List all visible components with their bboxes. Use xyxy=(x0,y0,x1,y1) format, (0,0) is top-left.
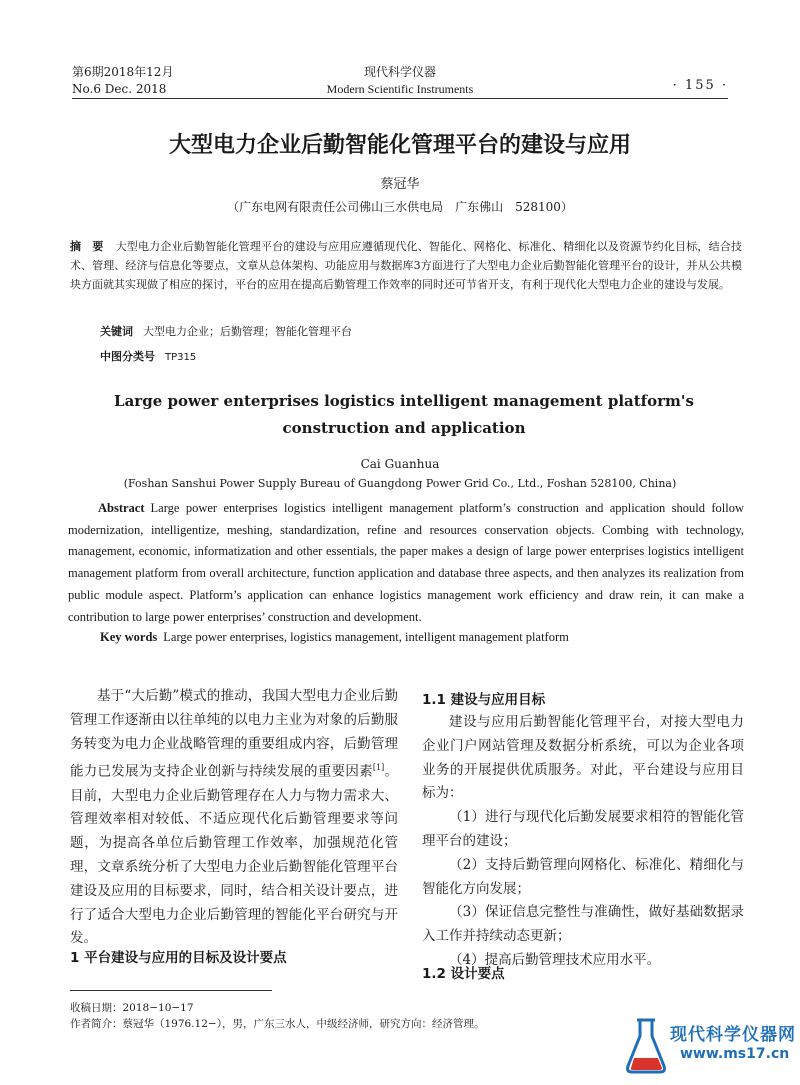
affiliation-en: (Foshan Sanshui Power Supply Bureau of Guangdong Power Grid Co., Ltd., Foshan 528100, China) xyxy=(123,477,677,490)
affiliation-zh: （广东电网有限责任公司佛山三水供电局 广东佛山 528100） xyxy=(227,200,573,214)
abstract-zh-label: 摘 要 xyxy=(70,240,104,253)
classification-zh-label: 中图分类号 xyxy=(100,350,155,363)
header-divider xyxy=(72,98,728,99)
header-issue-zh: 第6期2018年12月 xyxy=(72,65,174,79)
keywords-zh-label: 关键词 xyxy=(100,325,133,338)
keywords-zh xyxy=(100,323,352,339)
abstract-en xyxy=(68,498,744,628)
keywords-zh-text: 大型电力企业；后勤管理；智能化管理平台 xyxy=(143,325,352,338)
intro-text-b: 。目前，大型电力企业后勤管理存在人力与物力需求大、管理效率相对较低、不适应现代化后勤管理要求等问题，为提高各单位后勤管理工作效率，加强规范化管理，文章系统分析了大型电力企业后勤智能化管理平台建设及应用的目标要求，同时，结合相关设计要点，进行了适合大型电力企业后勤管理的智能化平台研究与开发。 xyxy=(70,763,399,947)
keywords-en xyxy=(100,630,569,645)
body-right-column xyxy=(422,711,744,973)
classification-zh-code: TP315 xyxy=(165,352,197,363)
header-issue xyxy=(72,64,173,98)
section-1-2-heading: 1.2 设计要点 xyxy=(422,966,505,982)
watermark-logo xyxy=(620,1008,800,1085)
watermark-name: 现代科学仪器网 xyxy=(670,1025,796,1045)
author-zh: 蔡冠华 xyxy=(380,177,420,192)
page-number: · 155 · xyxy=(672,78,728,93)
watermark-flask-icon xyxy=(624,1016,668,1076)
header-journal-zh: 现代科学仪器 xyxy=(363,65,436,79)
intro-text-a: 基于“大后勤”模式的推动，我国大型电力企业后勤管理工作逐渐由以往单纯的以电力主业为对象的后勤服务转变为电力企业战略管理的重要组成内容，后勤管理能力已发展为支持企业创新与持续发展的重要因素 xyxy=(70,688,398,780)
footnote xyxy=(70,1000,484,1032)
abstract-zh-text: 大型电力企业后勤智能化管理平台的建设与应用应遵循现代化、智能化、网格化、标准化、精细化以及资源节约化目标，结合技术、管理、经济与信息化等要点，文章从总体架构、功能应用与数据库3方面进行了大型电力企业后勤智能化管理平台的设计，并从公共模块方面就其实现做了相应的探讨，平台的应用在提高后勤管理工作效率的同时还可节省开支，有利于现代化大型电力企业的建设与发展。 xyxy=(70,240,743,291)
abstract-en-label: Abstract xyxy=(98,501,145,515)
keywords-en-text: Large power enterprises, logistics management, intelligent management platform xyxy=(163,630,569,644)
footnote-divider xyxy=(70,990,272,991)
section-1-1-heading: 1.1 建设与应用目标 xyxy=(422,692,546,708)
body-left-column xyxy=(70,685,398,951)
watermark-url: www.ms17.cn xyxy=(680,1046,790,1062)
paper-title-en: Large power enterprises logistics intelligent management platform's construction and application xyxy=(114,392,694,437)
footnote-received: 收稿日期：2018−10−17 xyxy=(70,1002,194,1014)
goal-item-3: （3）保证信息完整性与准确性，做好基础数据录入工作并持续动态更新； xyxy=(422,904,744,945)
paper-title-zh: 大型电力企业后勤智能化管理平台的建设与应用 xyxy=(168,133,631,158)
goals-intro: 建设与应用后勤智能化管理平台，对接大型电力企业门户网站管理及数据分析系统，可以为企业各项业务的开展提供优质服务。对此，平台建设与应用目标为： xyxy=(422,714,744,802)
intro-paragraph xyxy=(70,685,398,951)
header-issue-en: No.6 Dec. 2018 xyxy=(72,82,167,96)
classification-zh xyxy=(100,348,196,364)
author-en: Cai Guanhua xyxy=(360,457,440,471)
keywords-en-label: Key words xyxy=(100,630,158,644)
goal-item-2: （2）支持后勤管理向网格化、标准化、精细化与智能化方向发展； xyxy=(422,856,744,897)
header-journal-en: Modern Scientific Instruments xyxy=(326,82,474,96)
goal-item-4: （4）提高后勤管理技术应用水平。 xyxy=(449,951,661,968)
goal-item-1: （1）进行与现代化后勤发展要求相符的智能化管理平台的建设； xyxy=(422,809,744,849)
header-journal xyxy=(300,64,500,98)
abstract-en-text: Large power enterprises logistics intelligent management platform’s construction and application should follow modernization, intelligentize, meshing, standardization, refine and resources conservation objects. Combing with technology, management, economic, informatization and other essentials, the paper makes a design of large power enterprises logistics intelligent management platform from overall architecture, function application and database three aspects, and then analyzes its realization from public module aspect. Platform’s application can enhance logistics management work efficiency and draw rein, it can make a contribution to large power enterprises’ construction and development. xyxy=(68,501,744,624)
footnote-author-bio: 作者简介：蔡冠华（1976.12−），男，广东三水人，中级经济师，研究方向：经济管理。 xyxy=(70,1018,485,1030)
abstract-zh xyxy=(70,237,742,294)
section-1-heading: 1 平台建设与应用的目标及设计要点 xyxy=(70,950,287,966)
citation-ref: [1] xyxy=(372,763,385,773)
